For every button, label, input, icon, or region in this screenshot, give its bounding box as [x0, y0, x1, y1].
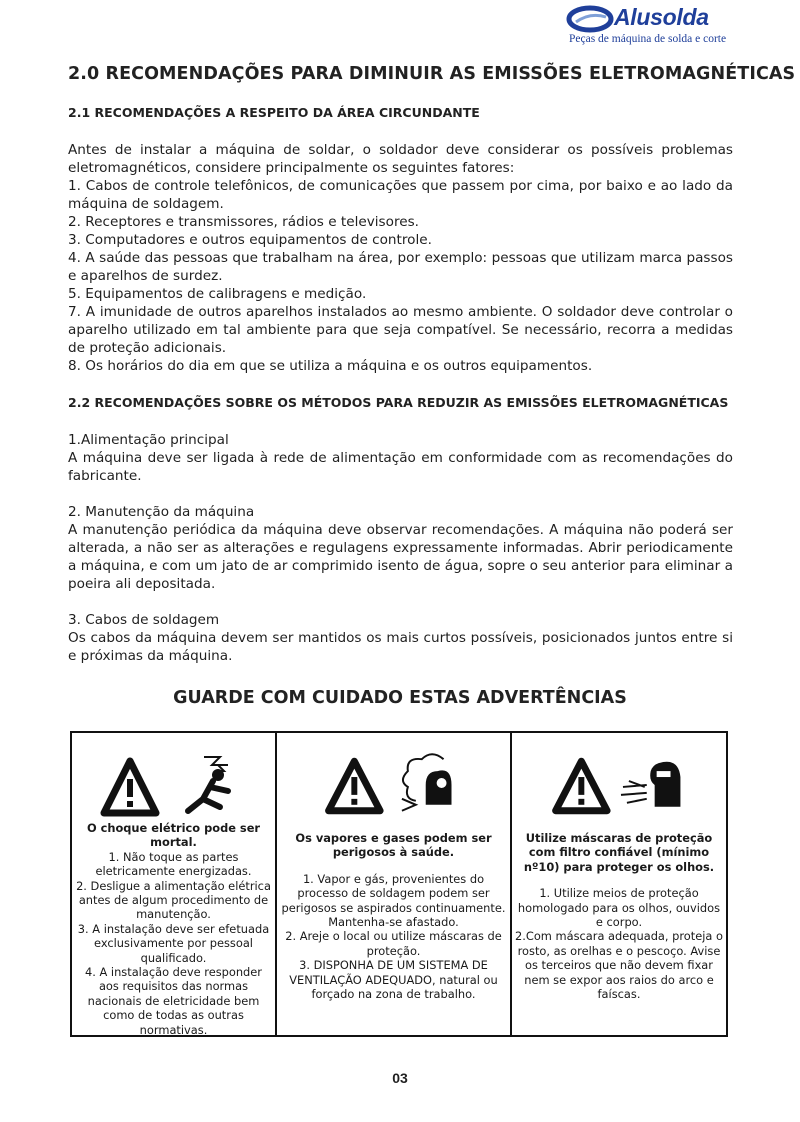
list-item: 7. A imunidade de outros aparelhos instalados ao mesmo ambiente. O soldador deve controlar o aparelho utilizado em tal ambiente para que seja compatível. Se necessário, recorra a medidas de proteção adicionais. [68, 304, 733, 356]
list-item: 2. Receptores e transmissores, rádios e televisores. [68, 214, 420, 230]
welding-mask-icon [512, 741, 726, 821]
list-item: 5. Equipamentos de calibragens e medição. [68, 286, 367, 302]
area-recommendations [68, 141, 733, 375]
list-item: 4. A saúde das pessoas que trabalham na área, por exemplo: pessoas que utilizam marca passos e aparelhos de surdez. [68, 250, 733, 284]
warning-text-electric [74, 821, 273, 1037]
warning-body: 1. Vapor e gás, provenientes do processo de soldagem podem ser perigosos se aspirados continuamente. Mantenha-se afastado. 2. Areje o local ou utilize máscaras de proteção. 3. DISPONHA DE UM SISTEMA DE VENTILAÇÃO ADEQUADO, natural ou forçado na zona de trabalho. [281, 871, 506, 1002]
page-number: 03 [392, 1070, 408, 1086]
warnings-title: GUARDE COM CUIDADO ESTAS ADVERTÊNCIAS [173, 688, 627, 708]
subsection-title-2-2: 2.2 RECOMENDAÇÕES SOBRE OS MÉTODOS PARA REDUZIR AS EMISSÕES ELETROMAGNÉTICAS [68, 395, 729, 410]
warning-body: 1. Não toque as partes eletricamente energizadas. 2. Desligue a alimentação elétrica antes de algum procedimento de manutenção. 3. A instalação deve ser efetuada exclusivamente por pessoal qualificado. 4. A instalação deve responder aos requisitos das normas nacionais de eletricidade bem como de todas as outras normativas. [76, 849, 271, 1037]
list-item: 8. Os horários do dia em que se utiliza a máquina e os outros equipamentos. [68, 358, 593, 374]
subsection-title-2-1: 2.1 RECOMENDAÇÕES A RESPEITO DA ÁREA CIRCUNDANTE [68, 105, 480, 120]
warning-cell-fumes [275, 733, 510, 1035]
logo-tagline: Peças de máquina de solda e corte [569, 33, 727, 45]
warning-heading: Utilize máscaras de proteção com filtro confiável (mínimo nº10) para proteger os olhos. [523, 831, 715, 874]
section-title: 2.0 RECOMENDAÇÕES PARA DIMINUIR AS EMISSÕES ELETROMAGNÉTICAS [68, 64, 796, 84]
warning-cell-mask [510, 733, 726, 1035]
list-item: 1. Cabos de controle telefônicos, de comunicações que passem por cima, por baixo e ao lado da máquina de soldagem. [68, 178, 733, 212]
warning-cell-electric [72, 733, 275, 1035]
method-recommendations [68, 431, 733, 665]
warning-text-mask [514, 831, 724, 1001]
warnings-table [70, 731, 728, 1037]
item-heading: 3. Cabos de soldagem [68, 612, 220, 628]
warning-text-fumes [279, 831, 508, 1001]
logo-wordmark: Alusolda [614, 4, 709, 30]
item-text: A manutenção periódica da máquina deve observar recomendações. A máquina não poderá ser alterada, a não ser as alterações e regulagens expressamente informadas. Abrir periodicamente a máquina, e com um jato de ar comprimido isento de água, sopre o seu anterior para eliminar a poeira ali depositada. [68, 522, 733, 592]
electric-shock-icon [72, 741, 275, 821]
item-text: A máquina deve ser ligada à rede de alimentação em conformidade com as recomendações do fabricante. [68, 450, 733, 484]
item-heading: 1.Alimentação principal [68, 432, 229, 448]
alusolda-logo [566, 2, 726, 48]
item-text: Os cabos da máquina devem ser mantidos os mais curtos possíveis, posicionados juntos entre si e próximas da máquina. [68, 630, 733, 664]
fumes-hazard-icon [277, 741, 510, 821]
warning-heading: O choque elétrico pode ser mortal. [86, 821, 261, 850]
paragraph: Antes de instalar a máquina de soldar, o soldador deve considerar os possíveis problemas eletromagnéticos, considere principalmente os seguintes fatores: [68, 142, 733, 176]
warning-body: 1. Utilize meios de proteção homologado para os olhos, ouvidos e corpo. 2.Com máscara adequada, proteja o rosto, as orelhas e o pescoço. Avise os terceiros que não devem fixar nem se expor aos raios do arco e faíscas. [515, 886, 723, 1002]
item-heading: 2. Manutenção da máquina [68, 504, 255, 520]
logo-swoosh-icon [566, 4, 616, 34]
warning-heading: Os vapores e gases podem ser perigosos à saúde. [295, 831, 492, 860]
list-item: 3. Computadores e outros equipamentos de controle. [68, 232, 432, 248]
